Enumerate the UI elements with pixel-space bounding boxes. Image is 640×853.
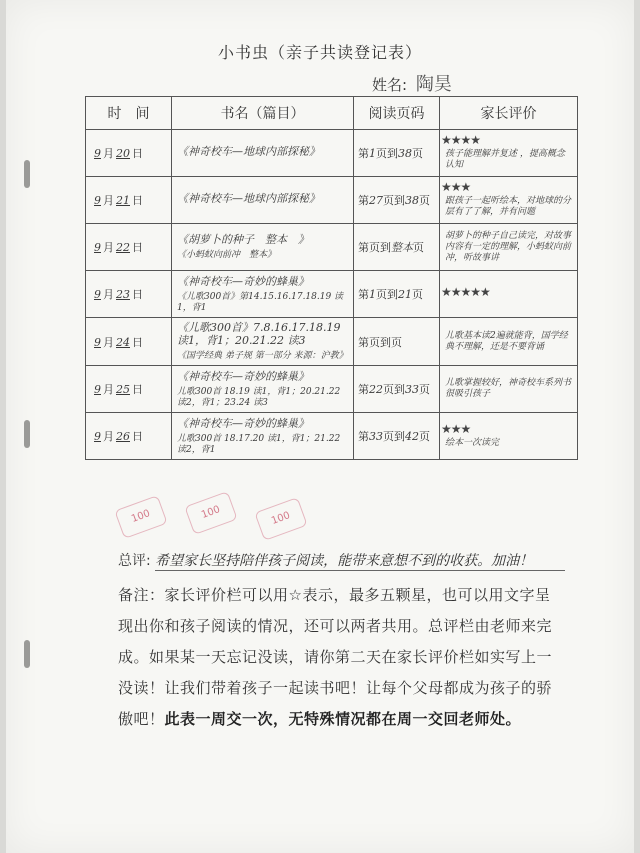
binder-clip: [24, 160, 30, 188]
reading-log-table: [85, 96, 578, 460]
remark-paragraph: [118, 580, 558, 735]
pages-cell: 第页到页: [354, 318, 440, 366]
date-cell: 9 月 23 日: [86, 271, 172, 318]
parent-comment-cell: 儿歌掌握较好，神奇校车系列书很吸引孩子: [440, 366, 578, 413]
summary-handwritten: 希望家长坚持陪伴孩子阅读，能带来意想不到的收获。加油！: [155, 553, 534, 569]
pages-cell: 第33页到42页: [354, 413, 440, 460]
table-row: [86, 271, 578, 318]
teacher-stamps: [118, 498, 318, 538]
header-time: 时 间: [86, 97, 172, 130]
table-row: [86, 366, 578, 413]
date-cell: 9 月 25 日: [86, 366, 172, 413]
book-cell: 《神奇校车—地球内部探秘》: [172, 177, 354, 224]
date-cell: 9 月 24 日: [86, 318, 172, 366]
parent-comment-cell: 胡萝卜的种子自己读完，对故事内容有一定的理解，小蚂蚁向前冲，听故事讲: [440, 224, 578, 271]
pages-cell: 第22页到33页: [354, 366, 440, 413]
date-cell: 9 月 26 日: [86, 413, 172, 460]
remark-bold-text: 此表一周交一次，无特殊情况都在周一交回老师处。: [164, 710, 522, 728]
parent-comment-cell: 儿歌基本读2遍就能背，国学经典不理解，还是不要背诵: [440, 318, 578, 366]
stamp: 100: [114, 495, 167, 539]
stamp: 100: [254, 497, 307, 541]
parent-comment-cell: ★★★ 跟孩子一起听绘本，对地球的分层有了了解，并有问题: [440, 177, 578, 224]
book-cell: 《胡萝卜的种子 整本 》 《小蚂蚁向前冲 整本》: [172, 224, 354, 271]
pages-cell: 第1页到38页: [354, 130, 440, 177]
binder-clip: [24, 420, 30, 448]
table-row: [86, 177, 578, 224]
name-handwritten: 陶昊: [415, 74, 452, 95]
book-cell: 《神奇校车—奇妙的蜂巢》 《儿歌300首》第14.15.16.17.18.19 读1，背1: [172, 271, 354, 318]
name-label: 姓名:: [372, 76, 408, 94]
date-cell: 9 月 22 日: [86, 224, 172, 271]
book-cell: 《神奇校车—奇妙的蜂巢》 儿歌300首 18.17.20 读1，背1；21.22 读2，背1: [172, 413, 354, 460]
parent-comment-cell: ★★★ 绘本一次读完: [440, 413, 578, 460]
star-rating: ★★★: [441, 421, 471, 436]
table-row: [86, 318, 578, 366]
table-row: [86, 224, 578, 271]
parent-comment-cell: ★★★★ 孩子能理解并复述 ，提高概念认知: [440, 130, 578, 177]
book-cell: 《儿歌300首》7.8.16.17.18.19 读1，背1；20.21.22 读3 《国学经典 弟子规 第一部分 来源：沪教》: [172, 318, 354, 366]
book-cell: 《神奇校车—地球内部探秘》: [172, 130, 354, 177]
binder-clip: [24, 640, 30, 668]
stamp: 100: [184, 491, 237, 535]
pages-cell: 第1页到21页: [354, 271, 440, 318]
table-header-row: [86, 97, 578, 130]
pages-cell: 第页到整本页: [354, 224, 440, 271]
remark-text: 备注：家长评价栏可以用☆表示，最多五颗星，也可以用文字呈现出你和孩子阅读的情况，还可以两者共用。总评栏由老师来完成。如果某一天忘记没读，请你第二天在家长评价栏如实写上一没读！让我们带着孩子一起读书吧！让每个父母都成为孩子的骄傲吧！: [118, 586, 553, 728]
star-rating: ★★★★: [441, 133, 481, 147]
star-rating: ★★★: [441, 180, 471, 194]
parent-comment-cell: [440, 271, 578, 318]
header-parent-comment: 家长评价: [440, 97, 578, 130]
header-book: 书名（篇目）: [172, 97, 354, 130]
pages-cell: 第27页到38页: [354, 177, 440, 224]
summary-label: 总评:: [118, 553, 151, 569]
date-cell: 9 月 21 日: [86, 177, 172, 224]
book-cell: 《神奇校车—奇妙的蜂巢》 儿歌300首 18.19 读1，背1；20.21.22 读2，背1；23.24 读3: [172, 366, 354, 413]
name-field: [372, 70, 452, 96]
summary-row: [118, 550, 565, 571]
form-title: 小书虫（亲子共读登记表）: [217, 43, 422, 62]
table-row: [86, 130, 578, 177]
star-rating: ★★★★★: [441, 285, 490, 299]
date-cell: 9 月 20 日: [86, 130, 172, 177]
table-row: [86, 413, 578, 460]
header-pages: 阅读页码: [354, 97, 440, 130]
